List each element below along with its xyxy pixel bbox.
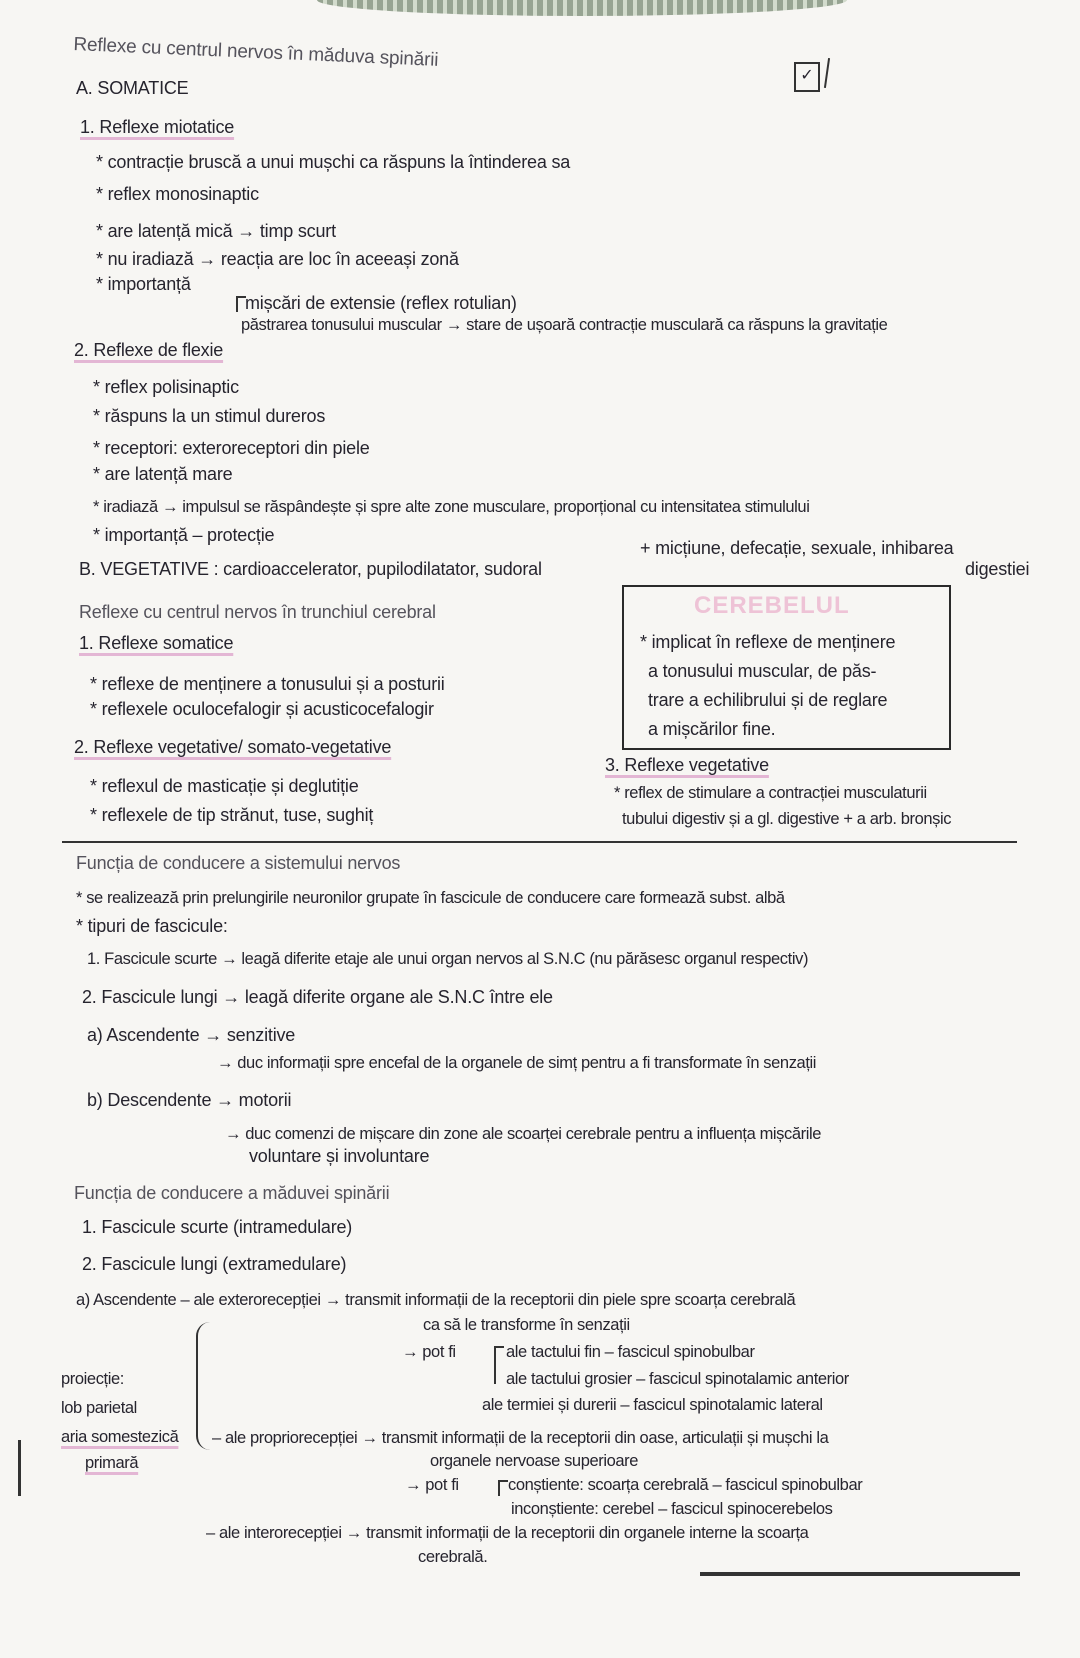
side-note: proiecție: [61, 1370, 124, 1388]
vegetative-continuation: digestiei [965, 559, 1030, 579]
cerebel-box-line: trare a echilibrului și de reglare [648, 690, 888, 710]
bullet: * reflex polisinaptic [93, 377, 239, 397]
section-heading-somatice: A. SOMATICE [76, 78, 189, 98]
sub-item: ca să le transforme în senzații [423, 1316, 630, 1334]
sub-item: ale tactului fin – fascicul spinobulbar [506, 1343, 755, 1361]
page-title: Reflexe cu centrul nervos în măduva spinării [73, 34, 439, 71]
sub-item: → duc comenzi de mișcare din zone ale scoarței cerebrale pentru a influența mișcările [225, 1125, 822, 1143]
notebook-binding [317, 0, 847, 16]
sub-item: organele nervoase superioare [430, 1452, 639, 1470]
bullet: * reflex monosinaptic [96, 184, 259, 204]
item-ascendente: a) Ascendente – ale exterorecepției → transmit informații de la receptorii din piele spre scoarța cerebrală [76, 1291, 796, 1309]
side-note: primară [85, 1454, 139, 1472]
cerebel-box-line: a mișcărilor fine. [648, 719, 776, 739]
section-heading-vegetative: B. VEGETATIVE : cardioaccelerator, pupilodilatator, sudoral [79, 559, 542, 579]
bullet: * se realizează prin prelungirile neuronilor grupate în fascicule de conducere care formează subst. albă [76, 889, 785, 907]
heading-conducere-sistem-nervos: Funcția de conducere a sistemului nervos [76, 853, 401, 873]
sub-item: mișcări de extensie (reflex rotulian) [245, 293, 517, 313]
bullet: * importanță – protecție [93, 525, 275, 545]
bracket-mark [494, 1346, 504, 1384]
checkbox-icon: ✓ [794, 62, 820, 92]
sub-item: voluntare și involuntare [249, 1146, 430, 1166]
item-fascicule-lungi: 2. Fascicule lungi → leagă diferite organe ale S.N.C între ele [82, 987, 553, 1007]
item-fascicule-scurte: 1. Fascicule scurte → leagă diferite etaje ale unui organ nervos al S.N.C (nu părăsesc organul respectiv) [87, 950, 809, 968]
cerebel-box [622, 585, 951, 750]
bullet: * reflexele de tip strănut, tuse, sughiț [90, 805, 374, 825]
item-fascicule-scurte: 1. Fascicule scurte (intramedulare) [82, 1217, 353, 1237]
heading-reflexe-flexie: 2. Reflexe de flexie [74, 340, 224, 360]
side-note: lob parietal [61, 1399, 137, 1417]
item-proprioceptie: – ale propriorecepției → transmit informații de la receptorii din oase, articulații și mușchi la [212, 1429, 829, 1447]
arrow-label: → pot fi [405, 1476, 459, 1494]
item-interoceptie: – ale interorecepției → transmit informații de la receptorii din organele interne la scoarța [206, 1524, 809, 1542]
cerebel-box-title: CEREBELUL [694, 592, 850, 619]
heading-reflexe-somatice: 1. Reflexe somatice [79, 633, 234, 653]
section-divider [62, 841, 1017, 843]
sub-item: ale termiei și durerii – fascicul spinotalamic lateral [482, 1396, 823, 1414]
heading-trunchi-cerebral: Reflexe cu centrul nervos în trunchiul cerebral [79, 602, 436, 622]
sub-item: cerebrală. [418, 1548, 488, 1566]
bullet: * iradiază → impulsul se răspândește și spre alte zone musculare, proporțional cu intensitatea stimulului [93, 498, 810, 516]
bullet: * tipuri de fascicule: [76, 916, 228, 936]
cerebel-box-line: a tonusului muscular, de păs- [648, 661, 877, 681]
bracket-mark [498, 1480, 508, 1496]
bullet-continuation: tubului digestiv și a gl. digestive + a arb. bronșic [622, 810, 952, 828]
bullet: * importanță [96, 274, 191, 294]
heading-reflexe-vegetative-3: 3. Reflexe vegetative [605, 755, 769, 775]
sub-item: conștiente: scoarța cerebrală – fascicul spinobulbar [508, 1476, 863, 1494]
bullet: * reflexele oculocefalogir și acusticocefalogir [90, 699, 434, 719]
tick-mark [824, 58, 830, 88]
page-edge-shadow [700, 1572, 1020, 1576]
cerebel-box-line: * implicat în reflexe de menținere [640, 632, 896, 652]
heading-conducere-maduva: Funcția de conducere a măduvei spinării [74, 1183, 390, 1203]
bullet: * are latență mică → timp scurt [96, 221, 336, 241]
arrow-label: → pot fi [402, 1343, 456, 1361]
sub-item: inconștiente: cerebel – fascicul spinocerebelos [511, 1500, 833, 1518]
item-descendente: b) Descendente → motorii [87, 1090, 292, 1110]
bullet: * nu iradiază → reacția are loc în aceeași zonă [96, 249, 459, 269]
bullet: * răspuns la un stimul dureros [93, 406, 326, 426]
heading-reflexe-vegetative: 2. Reflexe vegetative/ somato-vegetative [74, 737, 392, 757]
bullet: * reflexul de masticație și deglutiție [90, 776, 359, 796]
sub-item: ale tactului grosier – fascicul spinotalamic anterior [506, 1370, 849, 1388]
bullet: * are latență mare [93, 464, 233, 484]
bullet: * reflex de stimulare a contracției musculaturii [614, 784, 927, 802]
side-note: aria somestezică [61, 1428, 179, 1446]
brace-mark [196, 1322, 212, 1450]
sub-item: păstrarea tonusului muscular → stare de ușoară contracție musculară ca răspuns la gravitație [241, 316, 888, 334]
bullet: * reflexe de menținere a tonusului și a posturii [90, 674, 445, 694]
bullet: * receptori: exteroreceptori din piele [93, 438, 370, 458]
vegetative-continuation: + micțiune, defecație, sexuale, inhibarea [640, 538, 954, 558]
item-fascicule-lungi: 2. Fascicule lungi (extramedulare) [82, 1254, 347, 1274]
sub-item: → duc informații spre encefal de la organele de simț pentru a fi transformate în senzații [217, 1054, 817, 1072]
heading-reflexe-miotatice: 1. Reflexe miotatice [80, 117, 235, 137]
item-ascendente: a) Ascendente → senzitive [87, 1025, 296, 1045]
bullet: * contracție bruscă a unui mușchi ca răspuns la întinderea sa [96, 152, 571, 172]
margin-mark [18, 1440, 21, 1496]
